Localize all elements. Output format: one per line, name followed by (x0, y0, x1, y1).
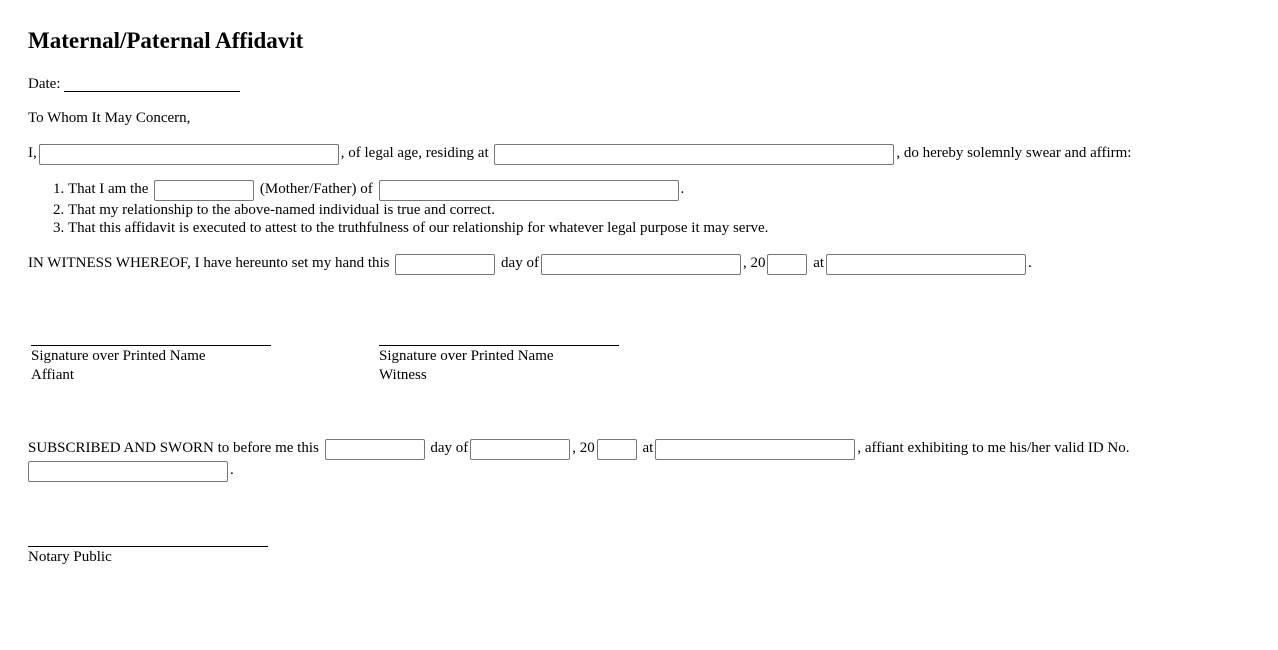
address-input[interactable] (494, 144, 894, 165)
sworn-suffix: . (230, 462, 234, 478)
sworn-year-input[interactable] (597, 439, 637, 460)
notary-label: Notary Public (28, 549, 112, 565)
witness-year-input[interactable] (767, 254, 807, 275)
witness-suffix: . (1028, 255, 1032, 271)
witness-month-input[interactable] (541, 254, 741, 275)
witness-prefix: IN WITNESS WHEREOF, I have hereunto set my hand this (28, 255, 390, 271)
id-number-input[interactable] (28, 461, 228, 482)
sworn-year-prefix: , 20 (572, 440, 595, 456)
intro-mid: , of legal age, residing at (340, 145, 489, 161)
witness-signature-block (379, 345, 619, 384)
witness-day-of: day of (501, 255, 539, 271)
witness-signature-caption: Signature over Printed Name (379, 348, 554, 364)
witness-at: at (813, 255, 825, 271)
date-line (28, 74, 240, 94)
salutation: To Whom It May Concern, (28, 110, 191, 126)
intro-line (28, 143, 1131, 165)
child-name-input[interactable] (379, 180, 679, 201)
name-input[interactable] (39, 144, 339, 165)
sworn-line (28, 438, 1130, 460)
list-item: 2. That my relationship to the above-named individual is true and correct. (68, 201, 768, 219)
affiant-signature-caption: Signature over Printed Name (31, 348, 206, 364)
sworn-at: at (642, 440, 654, 456)
witness-place-input[interactable] (826, 254, 1026, 275)
item1-prefix: That I am the (68, 181, 149, 197)
sworn-prefix: SUBSCRIBED AND SWORN to before me this (28, 440, 319, 456)
witness-day-input[interactable] (395, 254, 495, 275)
intro-prefix: I, (28, 145, 37, 161)
page-title: Maternal/Paternal Affidavit (28, 28, 304, 53)
list-item: 3. That this affidavit is executed to attest to the truthfulness of our relationship for whatever legal purpose it may serve. (68, 219, 768, 237)
date-blank-line (64, 77, 240, 92)
date-label: Date: (28, 76, 61, 92)
witness-role: Witness (379, 367, 427, 383)
sworn-place-input[interactable] (655, 439, 855, 460)
affiant-role: Affiant (31, 367, 75, 383)
affiant-signature-block (31, 345, 271, 384)
sworn-day-of: day of (430, 440, 469, 456)
item1-suffix: . (680, 181, 685, 197)
sworn-month-input[interactable] (470, 439, 570, 460)
list-item (68, 178, 768, 201)
intro-suffix: , do hereby solemnly swear and affirm: (896, 145, 1132, 161)
witness-year-prefix: , 20 (742, 255, 766, 271)
affirmation-list (28, 178, 768, 237)
notary-signature-block (28, 546, 268, 566)
sworn-day-input[interactable] (325, 439, 425, 460)
id-number-line (28, 460, 234, 482)
witness-line (28, 253, 1032, 275)
sworn-mid: , affiant exhibiting to me his/her valid ID No. (857, 440, 1130, 456)
item1-mid: (Mother/Father) of (259, 181, 373, 197)
relationship-input[interactable] (154, 180, 254, 201)
